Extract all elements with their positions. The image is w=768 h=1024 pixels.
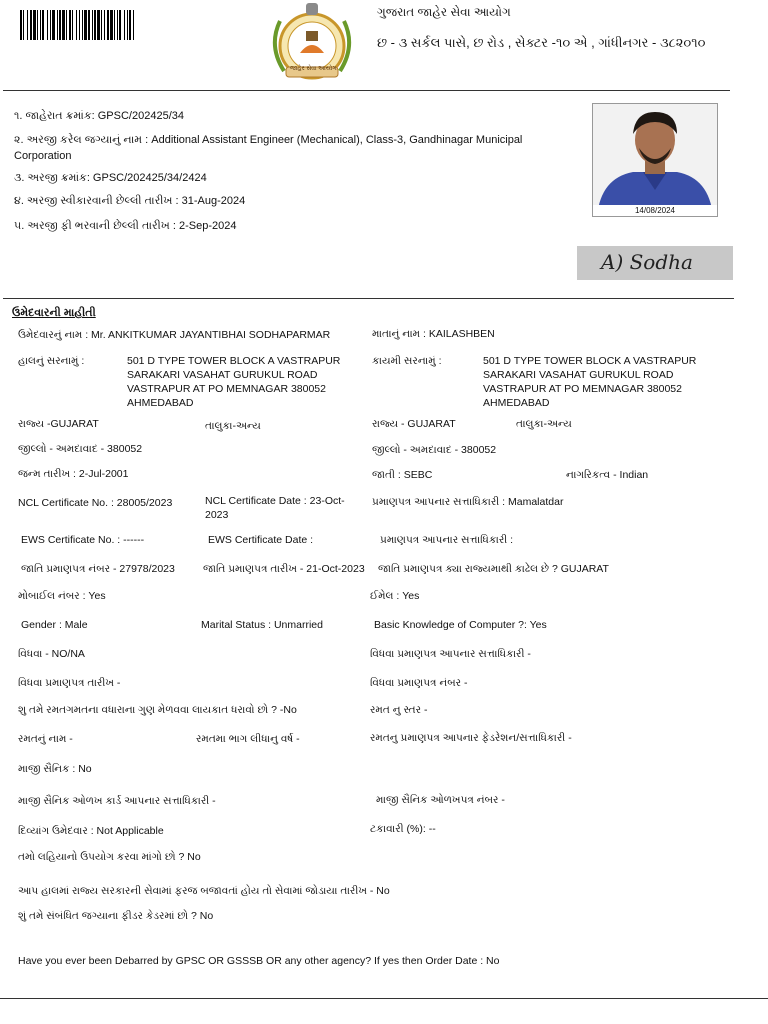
permanent-address-line-4: AHMEDABAD — [483, 397, 550, 409]
certificate-issuer: પ્રમાણપત્ર આપનાર સત્તાધિકારી : Mamalatdar — [372, 496, 564, 508]
emblem-caption: જાહેર સેવા આયોગ — [290, 66, 337, 72]
current-address-label: હાલનું સરનામું : — [18, 355, 85, 367]
current-address-line-4: AHMEDABAD — [127, 397, 194, 409]
date-of-birth: જન્મ તારીખ : 2-Jul-2001 — [18, 468, 129, 480]
govt-service-join-date: આપ હાલમાં રાજ્ય સરકારની સેવામાં ફરજ બજાવતાં હોય તો સેવામાં જોડાયા તારીખ - No — [18, 885, 390, 897]
widow-status: વિધવા - NO/NA — [18, 648, 85, 660]
ncl-certificate-date-line-1: NCL Certificate Date : 23-Oct- — [205, 495, 345, 507]
org-name: ગુજરાત જાહેર સેવા આયોગ — [377, 5, 511, 19]
application-number: ૩. અરજી ક્રમાંક: GPSC/202425/34/2424 — [14, 172, 207, 184]
caste-certificate-date: જાતિ પ્રમાણપત્ર તારીખ - 21-Oct-2023 — [203, 563, 365, 575]
ncl-certificate-date-line-2: 2023 — [205, 509, 229, 521]
disability-percentage: ટકાવારી (%): -- — [370, 823, 436, 835]
sport-name: રમતનું નામ - — [18, 733, 73, 745]
permanent-address-line-1: 501 D TYPE TOWER BLOCK A VASTRAPUR — [483, 355, 697, 367]
org-address: છ - ૩ સર્કલ પાસે, છ રોડ , સેક્ટર -૧૦ એ , ગાંધીનગર - ૩૮૨૦૧૦ — [377, 35, 706, 50]
writer-request: તમો લહિયાનો ઉપયોગ કરવા માંગો છો ? No — [18, 851, 201, 863]
ex-army: માજી સૈનિક : No — [18, 763, 92, 775]
caste-certificate-state: જાતિ પ્રમાણપત્ર ક્યા રાજ્યમાથી કાઢેલ છે ? GUJARAT — [378, 563, 609, 575]
taluka-permanent: તાલુકા-અન્ય — [516, 418, 572, 430]
mother-name: માતાનું નામ : KAILASHBEN — [372, 328, 495, 340]
advt-number: ૧. જાહેરાત ક્રમાંક: GPSC/202425/34 — [14, 110, 184, 122]
current-address-line-3: VASTRAPUR AT PO MEMNAGAR 380052 — [127, 383, 326, 395]
section-title: ઉમેદવારની માહીતી — [12, 307, 96, 319]
permanent-address-label: કાયમી સરનામું : — [372, 355, 442, 367]
post-name-line-1: ૨. અરજી કરેલ જગ્યાનું નામ : Additional Assistant Engineer (Mechanical), Class-3, Gandhinagar Municipal — [14, 134, 523, 146]
ex-army-card-number: માજી સૈનિક ઓળખપત્ર નંબર - — [376, 794, 505, 806]
candidate-signature — [577, 246, 733, 280]
barcode — [20, 10, 238, 40]
signature-text: A) Sodha — [601, 250, 693, 274]
last-date: ૪. અરજી સ્વીકારવાની છેલ્લી તારીખ : 31-Aug-2024 — [14, 195, 246, 207]
section-divider — [3, 298, 734, 299]
computer-knowledge: Basic Knowledge of Computer ?: Yes — [374, 619, 547, 631]
permanent-address-line-2: SARAKARI VASAHAT GURUKUL ROAD — [483, 369, 674, 381]
caste-certificate-number: જાતિ પ્રમાણપત્ર નંબર - 27978/2023 — [21, 563, 175, 575]
widow-certificate-issuer: વિધવા પ્રમાણપત્ર આપનાર સત્તાધિકારી - — [370, 648, 531, 660]
ews-certificate-number: EWS Certificate No. : ------ — [21, 534, 145, 546]
disabled-candidate: દિવ્યાંગ ઉમેદવાર : Not Applicable — [18, 825, 164, 837]
gpsc-emblem — [266, 1, 358, 87]
sports-level: રમત નુ સ્તર - — [370, 704, 428, 716]
marital-status: Marital Status : Unmarried — [201, 619, 323, 631]
mobile-number: મોબાઈલ નંબર : Yes — [18, 590, 106, 602]
footer-divider — [0, 998, 768, 999]
post-name-line-2: Corporation — [14, 150, 72, 162]
district-permanent: જીલ્લો - અમદાવાદ - 380052 — [372, 444, 497, 456]
nationality: નાગરિકત્વ - Indian — [566, 469, 649, 481]
fee-last-date: ૫. અરજી ફી ભરવાની છેલ્લી તારીખ : 2-Sep-2024 — [14, 220, 237, 232]
sports-eligibility: શુ તમે રમતગમતના વધારાના ગુણ મેળવવા લાયકાત ધરાવો છો ? -No — [18, 704, 297, 716]
caste: જાતી : SEBC — [372, 469, 433, 481]
widow-certificate-number: વિધવા પ્રમાણપત્ર નંબર - — [370, 677, 468, 689]
candidate-photo — [592, 103, 718, 217]
state-current: રાજ્ય -GUJARAT — [18, 418, 99, 430]
ex-army-card-issuer: માજી સૈનિક ઓળખ કાર્ડ આપનાર સત્તાધિકારી - — [18, 795, 216, 807]
sport-certificate-issuer: રમતનુ પ્રમાણપત્ર આપનાર ફેડરેશન/સત્તાધિકારી - — [370, 732, 572, 744]
ncl-certificate-number: NCL Certificate No. : 28005/2023 — [18, 497, 173, 509]
ews-certificate-issuer: પ્રમાણપત્ર આપનાર સત્તાધિકારી : — [380, 534, 514, 546]
ews-certificate-date: EWS Certificate Date : — [208, 534, 314, 546]
current-address-line-1: 501 D TYPE TOWER BLOCK A VASTRAPUR — [127, 355, 341, 367]
state-permanent: રાજ્ય - GUJARAT — [372, 418, 456, 430]
feeder-cadre: શું તમે સંબંધિત જગ્યાના ફીડર કેડરમાં છો ? No — [18, 910, 214, 922]
current-address-line-2: SARAKARI VASAHAT GURUKUL ROAD — [127, 369, 318, 381]
photo-date: 14/08/2024 — [593, 205, 717, 216]
district-current: જીલ્લો - અમદાવાદ - 380052 — [18, 443, 143, 455]
candidate-name: ઉમેદવારનું નામ : Mr. ANKITKUMAR JAYANTIBHAI SODHAPARMAR — [18, 329, 331, 341]
gender: Gender : Male — [21, 619, 88, 631]
debarred-question: Have you ever been Debarred by GPSC OR GSSSB OR any other agency? If yes then Order Date : No — [18, 955, 500, 967]
taluka-current: તાલુકા-અન્ય — [205, 420, 261, 432]
widow-certificate-date: વિધવા પ્રમાણપત્ર તારીખ - — [18, 677, 121, 689]
permanent-address-line-3: VASTRAPUR AT PO MEMNAGAR 380052 — [483, 383, 682, 395]
header-divider — [3, 90, 730, 91]
email: ઈમેલ : Yes — [370, 590, 420, 602]
sport-year: રમતમા ભાગ લીધાનુ વર્ષ - — [196, 733, 300, 745]
